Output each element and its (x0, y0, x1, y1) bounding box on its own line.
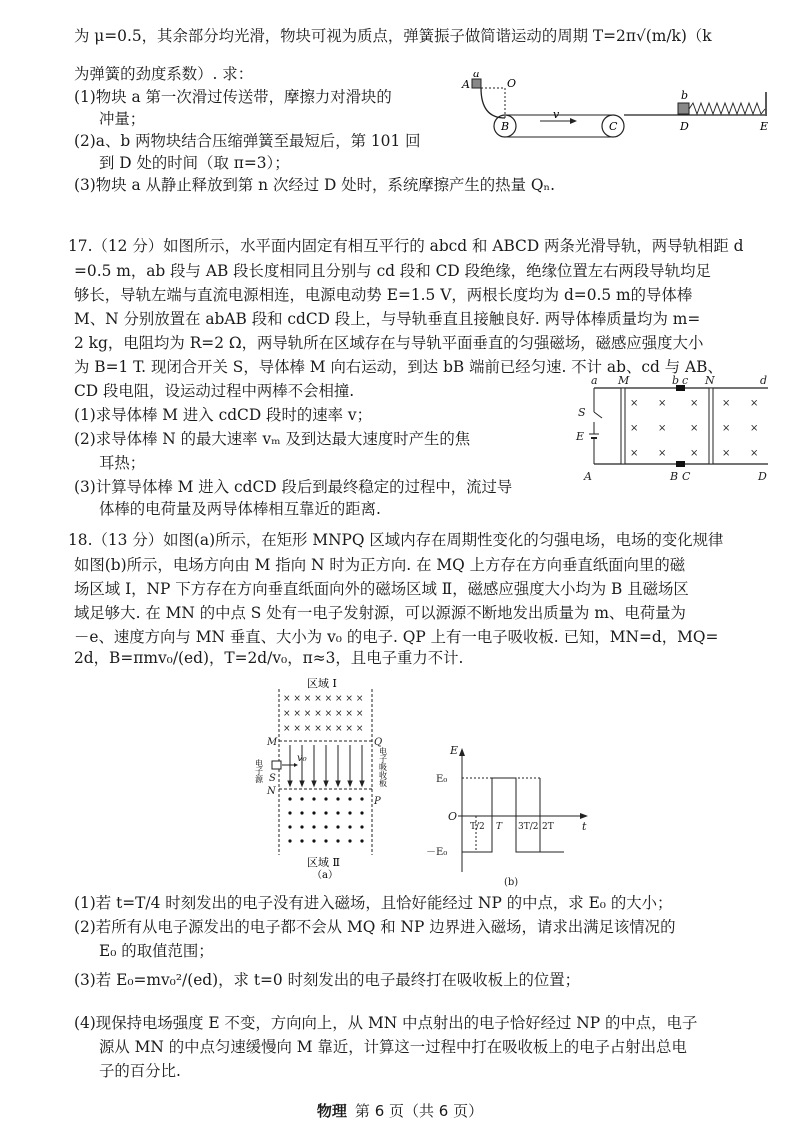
q18-stem: 域足够大. 在 MN 的中点 S 处有一电子发射源，可以源源不断地发出质量为 m、电荷量为 (74, 604, 686, 622)
q16-line: 为 μ=0.5，其余部分均光滑，物块可视为质点，弹簧振子做简谐运动的周期 T=2π√(m/k)（k (74, 27, 712, 45)
tick-2T: 2T (542, 822, 554, 832)
q18-stem: 18.（13 分）如图(a)所示，在矩形 MNPQ 区域内存在周期性变化的匀强电场，电场的变化规律 (68, 531, 724, 549)
q17-subq: (1)求导体棒 M 进入 cdCD 段时的速率 v； (74, 406, 372, 424)
q17-stem: 17.（12 分）如图所示，水平面内固定有相互平行的 abcd 和 ABCD 两条光滑导轨，两导轨相距 d (68, 237, 744, 255)
q18-subq: 子的百分比. (99, 1062, 181, 1080)
region1-label: 区域 Ⅰ (307, 677, 337, 690)
q18-stem: －e、速度方向与 MN 垂直、大小为 v₀ 的电子. QP 上有一电子吸收板. 已知，MN=d，MQ= (74, 628, 719, 646)
field-mark: × (750, 398, 759, 409)
field-mark: × (690, 398, 699, 409)
fig16-label-O: O (507, 77, 517, 90)
fig-a-caption: （a） (312, 870, 338, 880)
fig17-label-d: d (760, 374, 768, 387)
rails-figure (572, 374, 777, 484)
q18-subq: E₀ 的取值范围； (99, 942, 214, 960)
q18-stem: 如图(b)所示，电场方向由 M 指向 N 时为正方向. 在 MQ 上方存在方向垂直纸面向里的磁 (74, 556, 686, 574)
fig17-label-b: b (672, 374, 680, 387)
svg-text:× × × × × × × ×: × × × × × × × × (283, 724, 364, 734)
fig17-label-E: E (576, 430, 585, 443)
field-mark: × (658, 448, 667, 459)
q17-stem: 2 kg，电阻均为 R=2 Ω，两导轨所在区域存在与导轨平面垂直的匀强磁场，磁感应强度大小 (74, 334, 704, 352)
q17-stem: CD 段电阻，设运动过程中两棒不会相撞. (74, 382, 355, 400)
q17-subq: 体棒的电荷量及两导体棒相互靠近的距离. (99, 500, 381, 518)
q16-subq: (2)a、b 两物块结合压缩弹簧至最短后，第 101 回 (74, 132, 421, 150)
q18-subq: 源从 MN 的中点匀速缓慢向 M 靠近，计算这一过程中打在吸收板上的电子占射出总电 (99, 1038, 687, 1056)
fig16-label-A: A (462, 78, 470, 91)
fig16-label-a: a (473, 72, 480, 80)
field-mark: × (690, 448, 699, 459)
fig18a-label-N: N (267, 786, 276, 797)
tick-T: T (496, 822, 503, 832)
q18-subq: (4)现保持电场强度 E 不变，方向向上，从 MN 中点射出的电子恰好经过 NP 的中点，电子 (74, 1014, 698, 1032)
q18-subq: (3)若 E₀=mv₀²/(ed)，求 t=0 时刻发出的电子最终打在吸收板上的位置； (74, 971, 581, 989)
fig16-label-C: C (609, 120, 618, 133)
q17-stem: 为 B=1 T. 现闭合开关 S，导体棒 M 向右运动，到达 bB 端前已经匀速. 不计 ab、cd 与 AB、 (74, 358, 723, 376)
t-axis-label: t (582, 820, 587, 833)
fig16-label-B: B (501, 120, 510, 133)
e-axis-label: E (450, 744, 459, 757)
q17-stem: M、N 分别放置在 abAB 段和 cdCD 段上，与导轨垂直且接触良好. 两导体棒质量均为 m= (74, 310, 701, 328)
svg-text:× × × × × × × ×: × × × × × × × × (283, 709, 364, 719)
q16-line: 冲量； (99, 110, 146, 128)
fig18a-label-S: S (269, 773, 276, 784)
field-region-figure-a (252, 675, 417, 880)
fig17-label-c: c (682, 374, 689, 387)
q16-line: 为弹簧的劲度系数）. 求： (74, 65, 254, 83)
electron-source-label: 电子源 (254, 759, 264, 783)
q18-stem: 场区域 Ⅰ，NP 下方存在方向垂直纸面向外的磁场区域 Ⅱ，磁感应强度大小均为 B 且磁场区 (74, 580, 689, 598)
neg-e0-label: －E₀ (426, 847, 448, 858)
out-of-page-dots (288, 797, 363, 842)
fig16-label-v: v (553, 108, 560, 121)
field-mark: × (690, 423, 699, 434)
q17-subq: (2)求导体棒 N 的最大速率 vₘ 及到达最大速度时产生的焦 (74, 430, 471, 448)
fig16-label-E: E (760, 120, 769, 133)
q17-subq: (3)计算导体棒 M 进入 cdCD 段后到最终稳定的过程中，流过导 (74, 478, 513, 496)
subject-label: 物理 (316, 1102, 347, 1120)
q16-subq: (3)物块 a 从静止释放到第 n 次经过 D 处时，系统摩擦产生的热量 Qₙ. (74, 176, 556, 194)
e0-label: E₀ (436, 774, 448, 785)
field-mark: × (750, 448, 759, 459)
fig17-label-M: M (618, 374, 630, 387)
field-mark: × (722, 423, 731, 434)
field-mark: × (630, 423, 639, 434)
field-mark: × (722, 448, 731, 459)
field-mark: × (630, 398, 639, 409)
page-number: 第 6 页（共 6 页） (354, 1102, 484, 1120)
fig17-label-C: C (682, 470, 691, 483)
field-mark: × (658, 398, 667, 409)
q17-stem: 够长，导轨左端与直流电源相连，电源电动势 E=1.5 V，两根长度均为 d=0.5 m的导体棒 (74, 286, 693, 304)
fig17-label-A: A (584, 470, 592, 483)
fig17-label-S: S (578, 406, 586, 419)
fig18a-label-Q: Q (374, 737, 383, 748)
field-mark: × (658, 423, 667, 434)
field-mark: × (722, 398, 731, 409)
field-mark: × (630, 448, 639, 459)
fig17-label-D: D (758, 470, 767, 483)
fig17-label-B: B (670, 470, 679, 483)
fig16-label-D: D (680, 120, 689, 133)
field-marks (630, 398, 758, 459)
q16-subq: (1)物块 a 第一次滑过传送带，摩擦力对滑块的 (74, 88, 392, 106)
q17-stem: =0.5 m，ab 段与 AB 段长度相同且分别与 cd 段和 CD 段绝缘，绝缘位置左右两段导轨均足 (74, 262, 711, 280)
q17-subq: 耳热； (99, 454, 146, 472)
q16-line: 到 D 处的时间（取 π=3）； (99, 154, 290, 172)
into-page-marks (283, 694, 363, 734)
absorber-board-label: 电子吸收板 (378, 747, 388, 787)
q18-subq: (1)若 t=T/4 时刻发出的电子没有进入磁场，且恰好能经过 NP 的中点，求 E₀ 的大小； (74, 894, 673, 912)
svg-text:× × × × × × × ×: × × × × × × × × (283, 694, 364, 704)
fig17-label-a: a (591, 374, 598, 387)
fig18a-label-M: M (267, 737, 278, 748)
region2-label: 区域 Ⅱ (307, 856, 340, 869)
fig17-label-N: N (705, 374, 715, 387)
conveyor-spring-figure (460, 72, 780, 142)
fig18a-label-P: P (374, 796, 381, 807)
q18-subq: (2)若所有从电子源发出的电子都不会从 MQ 和 NP 边界进入磁场，请求出满足该情况的 (74, 918, 676, 936)
e-t-graph-figure-b (422, 742, 592, 892)
page-footer (0, 1100, 800, 1121)
fig18a-velocity: v₀ (297, 753, 307, 764)
origin-label: O (448, 810, 458, 823)
tick-half-T: T/2 (470, 822, 485, 832)
q18-stem: 2d，B=πmv₀/(ed)，T=2d/v₀，π≈3，且电子重力不计. (74, 649, 464, 667)
field-mark: × (750, 423, 759, 434)
fig16-label-b: b (681, 89, 689, 102)
fig-b-caption: (b) (504, 877, 519, 888)
tick-three-half-T: 3T/2 (518, 822, 539, 832)
